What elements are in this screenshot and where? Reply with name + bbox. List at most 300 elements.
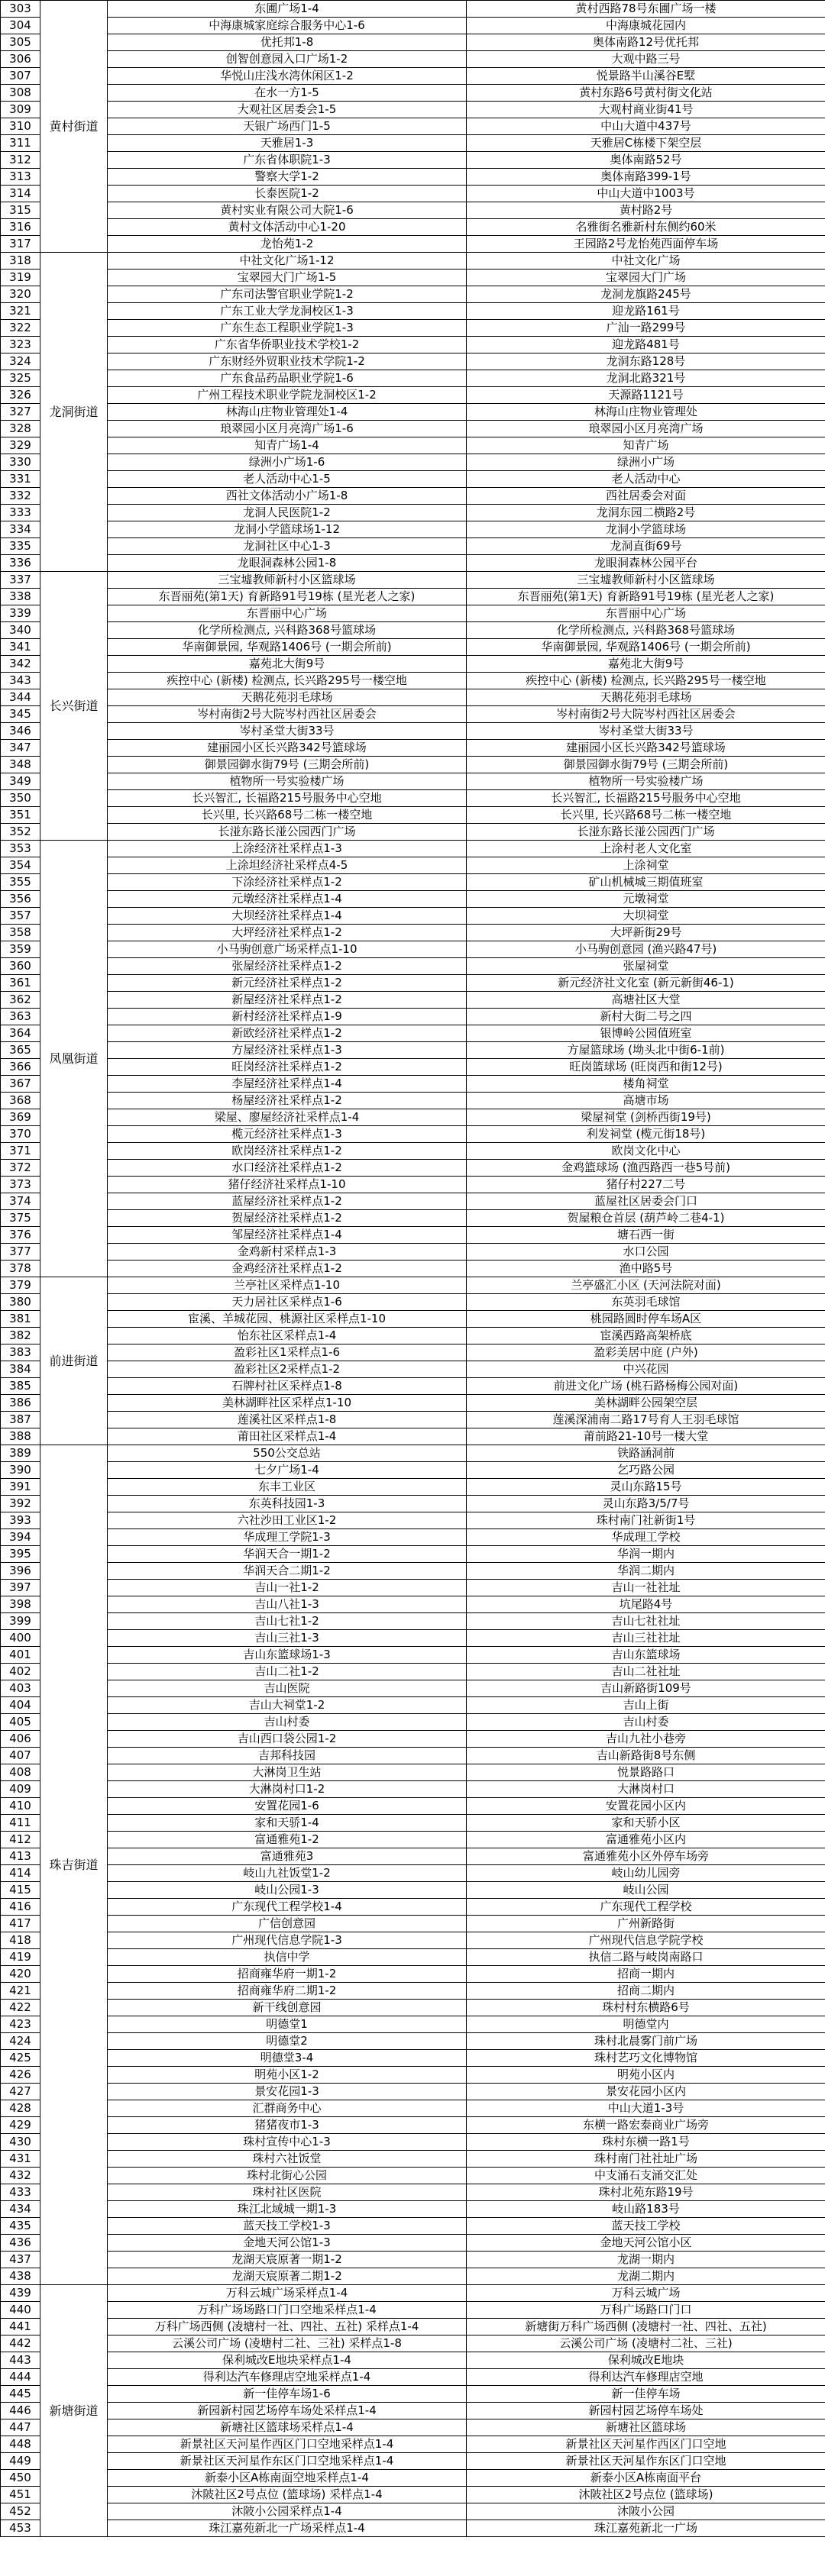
row-number: 411	[1, 1815, 40, 1832]
site-name: 中社文化广场1-12	[108, 253, 467, 270]
site-name: 沐陂社区2号点位 (篮球场) 采样点1-4	[108, 2487, 467, 2503]
site-name: 疾控中心 (新楼) 检测点, 长兴路295号一楼空地	[108, 673, 467, 689]
table-row	[1, 1227, 825, 1244]
row-number: 369	[1, 1109, 40, 1126]
row-number: 443	[1, 2352, 40, 2369]
site-address: 天雅居C栋楼下架空层	[467, 135, 825, 152]
row-number: 387	[1, 1412, 40, 1428]
table-row	[1, 740, 825, 757]
table-row	[1, 992, 825, 1009]
site-address: 东英羽毛球馆	[467, 1294, 825, 1311]
site-name: 龙怡苑1-2	[108, 236, 467, 253]
site-address: 铁路涵洞前	[467, 1445, 825, 1462]
table-row	[1, 2419, 825, 2436]
site-name: 张屋经济社采样点1-2	[108, 958, 467, 975]
site-address: 龙洞直街69号	[467, 538, 825, 555]
site-name: 华南御景园, 华观路1406号 (一期会所前)	[108, 639, 467, 656]
table-row	[1, 1361, 825, 1378]
table-row	[1, 1798, 825, 1815]
table-row	[1, 118, 825, 135]
row-number: 344	[1, 689, 40, 706]
site-address: 化学所检测点, 兴科路368号篮球场	[467, 622, 825, 639]
site-name: 长湴东路长湴公园西门广场	[108, 824, 467, 841]
site-address: 长湴东路长湴公园西门广场	[467, 824, 825, 841]
row-number: 410	[1, 1798, 40, 1815]
row-number: 401	[1, 1647, 40, 1664]
table-row	[1, 2436, 825, 2453]
site-address: 岐山幼儿园旁	[467, 1865, 825, 1882]
site-name: 招商雍华府一期1-2	[108, 1966, 467, 1983]
site-address: 猪仔村227二号	[467, 1177, 825, 1193]
row-number: 329	[1, 437, 40, 454]
site-name: 新元经济社采样点1-2	[108, 975, 467, 992]
site-name: 新一佳停车场1-6	[108, 2386, 467, 2403]
row-number: 450	[1, 2470, 40, 2487]
row-number: 318	[1, 253, 40, 270]
table-row	[1, 2369, 825, 2386]
site-address: 知青广场	[467, 437, 825, 454]
table-row	[1, 2285, 825, 2302]
table-row	[1, 605, 825, 622]
site-address: 塘石西一街	[467, 1227, 825, 1244]
table-row	[1, 505, 825, 521]
row-number: 372	[1, 1160, 40, 1177]
table-row	[1, 2252, 825, 2268]
table-row	[1, 908, 825, 925]
site-address: 吉山七社社址	[467, 1613, 825, 1630]
site-address: 大坝祠堂	[467, 908, 825, 925]
site-name: 广东省体职院1-3	[108, 152, 467, 169]
row-number: 430	[1, 2134, 40, 2151]
street-name: 黄村街道	[40, 1, 108, 253]
table-row	[1, 1680, 825, 1697]
site-name: 梁屋、廖屋经济社采样点1-4	[108, 1109, 467, 1126]
site-name: 万科广场场路口门口空地采样点1-4	[108, 2302, 467, 2319]
site-name: 保利城改E地块采样点1-4	[108, 2352, 467, 2369]
site-name: 广州现代信息学院1-3	[108, 1932, 467, 1949]
site-address: 新村大街二号之四	[467, 1009, 825, 1025]
row-number: 345	[1, 706, 40, 723]
table-row	[1, 958, 825, 975]
table-row	[1, 1882, 825, 1899]
row-number: 422	[1, 2000, 40, 2016]
site-name: 吉山二社1-2	[108, 1664, 467, 1680]
site-name: 龙眼洞森林公园1-8	[108, 555, 467, 572]
site-name: 吉山医院	[108, 1680, 467, 1697]
table-row	[1, 857, 825, 874]
row-number: 451	[1, 2487, 40, 2503]
site-name: 华成理工学院1-3	[108, 1529, 467, 1546]
row-number: 382	[1, 1328, 40, 1344]
row-number: 354	[1, 857, 40, 874]
site-address: 银博岭公园值班室	[467, 1025, 825, 1042]
site-name: 天银广场西门1-5	[108, 118, 467, 135]
site-address: 新塘社区篮球场	[467, 2419, 825, 2436]
table-row	[1, 891, 825, 908]
table-row	[1, 1647, 825, 1664]
table-row	[1, 236, 825, 253]
row-number: 376	[1, 1227, 40, 1244]
site-name: 明德堂1	[108, 2016, 467, 2033]
row-number: 322	[1, 320, 40, 337]
site-name: 龙洞小学篮球场1-12	[108, 521, 467, 538]
table-row	[1, 2336, 825, 2352]
row-number: 338	[1, 589, 40, 605]
site-name: 新园新村园艺场停车场处采样点1-4	[108, 2403, 467, 2419]
table-row	[1, 841, 825, 857]
site-address: 上涂祠堂	[467, 857, 825, 874]
site-address: 金鸡篮球场 (渔西路西一巷5号前)	[467, 1160, 825, 1177]
table-row	[1, 219, 825, 236]
row-number: 359	[1, 941, 40, 958]
site-address: 岑村南街2号大院岑村西社区居委会	[467, 706, 825, 723]
table-row	[1, 1630, 825, 1647]
site-name: 七夕广场1-4	[108, 1462, 467, 1479]
table-row	[1, 521, 825, 538]
site-address: 长兴智汇, 长福路215号服务中心空地	[467, 790, 825, 807]
row-number: 325	[1, 370, 40, 387]
site-address: 珠村艺巧文化博物馆	[467, 2050, 825, 2067]
site-name: 猪仔经济社采样点1-10	[108, 1177, 467, 1193]
table-row	[1, 723, 825, 740]
row-number: 347	[1, 740, 40, 757]
site-address: 中兴花园	[467, 1361, 825, 1378]
site-address: 绿洲小广场	[467, 454, 825, 471]
site-name: 蓝天技工学校1-3	[108, 2218, 467, 2235]
site-address: 悦景路路口	[467, 1764, 825, 1781]
site-name: 建丽园小区长兴路342号篮球场	[108, 740, 467, 757]
row-number: 416	[1, 1899, 40, 1916]
row-number: 438	[1, 2268, 40, 2285]
site-name: 珠江北域城一期1-3	[108, 2201, 467, 2218]
row-number: 334	[1, 521, 40, 538]
site-name: 广东财经外贸职业技术学院1-2	[108, 353, 467, 370]
site-name: 怡东社区采样点1-4	[108, 1328, 467, 1344]
site-address: 林海山庄物业管理处	[467, 404, 825, 421]
site-name: 岑村圣堂大街33号	[108, 723, 467, 740]
row-number: 304	[1, 18, 40, 34]
row-number: 421	[1, 1983, 40, 2000]
row-number: 351	[1, 807, 40, 824]
table-row	[1, 2151, 825, 2168]
row-number: 428	[1, 2100, 40, 2117]
table-row	[1, 1932, 825, 1949]
site-name: 东英科技园1-3	[108, 1496, 467, 1512]
site-address: 珠江嘉苑新北一广场	[467, 2520, 825, 2537]
site-name: 优托邦1-8	[108, 34, 467, 51]
row-number: 397	[1, 1580, 40, 1596]
row-number: 352	[1, 824, 40, 841]
table-row	[1, 1009, 825, 1025]
table-row	[1, 1042, 825, 1059]
table-row	[1, 1529, 825, 1546]
site-address: 王园路2号龙怡苑西面停车场	[467, 236, 825, 253]
site-name: 广东现代工程学校1-4	[108, 1899, 467, 1916]
site-address: 奥体南路52号	[467, 152, 825, 169]
row-number: 303	[1, 1, 40, 18]
site-name: 岐山公园1-3	[108, 1882, 467, 1899]
row-number: 441	[1, 2319, 40, 2336]
site-name: 广东省华侨职业技术学校1-2	[108, 337, 467, 353]
site-name: 龙洞人民医院1-2	[108, 505, 467, 521]
site-name: 黄村实业有限公司大院1-6	[108, 202, 467, 219]
site-name: 吉山东篮球场1-3	[108, 1647, 467, 1664]
row-number: 328	[1, 421, 40, 437]
row-number: 310	[1, 118, 40, 135]
site-name: 龙洞社区中心1-3	[108, 538, 467, 555]
site-name: 岑村南街2号大院岑村西社区居委会	[108, 706, 467, 723]
row-number: 448	[1, 2436, 40, 2453]
row-number: 444	[1, 2369, 40, 2386]
table-row	[1, 1596, 825, 1613]
site-address: 新景社区天河星作东区门口空地	[467, 2453, 825, 2470]
site-name: 家和天骄1-4	[108, 1815, 467, 1832]
site-address: 云溪公司广场 (凌塘村二社、三社)	[467, 2336, 825, 2352]
table-row	[1, 1328, 825, 1344]
table-row	[1, 2134, 825, 2151]
row-number: 415	[1, 1882, 40, 1899]
site-name: 宦溪、羊城花园、桃源社区采样点1-10	[108, 1311, 467, 1328]
site-name: 莲溪社区采样点1-8	[108, 1412, 467, 1428]
site-name: 水口经济社采样点1-2	[108, 1160, 467, 1177]
table-row	[1, 303, 825, 320]
site-name: 新景社区天河星作西区门口空地采样点1-4	[108, 2436, 467, 2453]
site-name: 绿洲小广场1-6	[108, 454, 467, 471]
site-address: 西社居委会对面	[467, 488, 825, 505]
table-row	[1, 1445, 825, 1462]
site-address: 东晋丽苑(第1天) 育新路91号19栋 (星光老人之家)	[467, 589, 825, 605]
site-address: 大坪新街29号	[467, 925, 825, 941]
site-name: 老人活动中心1-5	[108, 471, 467, 488]
row-number: 392	[1, 1496, 40, 1512]
street-name: 凤凰街道	[40, 841, 108, 1277]
site-name: 得利达汽车修理店空地采样点1-4	[108, 2369, 467, 2386]
site-address: 广东现代工程学校	[467, 1899, 825, 1916]
table-row	[1, 2235, 825, 2252]
site-address: 家和天骄小区	[467, 1815, 825, 1832]
row-number: 440	[1, 2302, 40, 2319]
row-number: 306	[1, 51, 40, 68]
site-name: 方屋经济社采样点1-3	[108, 1042, 467, 1059]
site-address: 乞巧路公园	[467, 1462, 825, 1479]
site-address: 安置花园小区内	[467, 1798, 825, 1815]
site-name: 广东工业大学龙洞校区1-3	[108, 303, 467, 320]
row-number: 431	[1, 2151, 40, 2168]
row-number: 437	[1, 2252, 40, 2268]
site-name: 东晋丽苑(第1天) 育新路91号19栋 (星光老人之家)	[108, 589, 467, 605]
table-row	[1, 186, 825, 202]
site-address: 招商一期内	[467, 1966, 825, 1983]
table-row	[1, 421, 825, 437]
row-number: 381	[1, 1311, 40, 1328]
site-address: 华润一期内	[467, 1546, 825, 1563]
site-address: 东横一路宏泰商业广场旁	[467, 2117, 825, 2134]
site-address: 矿山机械城三期值班室	[467, 874, 825, 891]
site-address: 珠村东横一路1号	[467, 2134, 825, 2151]
table-row	[1, 1, 825, 18]
row-number: 375	[1, 1210, 40, 1227]
site-name: 上涂坦经济社采样点4-5	[108, 857, 467, 874]
site-name: 长兴里, 长兴路68号二栋一楼空地	[108, 807, 467, 824]
site-name: 珠村社区医院	[108, 2184, 467, 2201]
site-address: 中社文化广场	[467, 253, 825, 270]
site-name: 万科广场西侧 (凌塘村一社、四社、五社) 采样点1-4	[108, 2319, 467, 2336]
site-name: 大坪经济社采样点1-2	[108, 925, 467, 941]
site-name: 吉山西口袋公园1-2	[108, 1731, 467, 1748]
site-name: 珠村六社饭堂	[108, 2151, 467, 2168]
site-name: 旺岗经济社采样点1-2	[108, 1059, 467, 1076]
site-address: 珠村村东横路6号	[467, 2000, 825, 2016]
table-row	[1, 1815, 825, 1832]
site-name: 富通雅苑3	[108, 1848, 467, 1865]
table-row	[1, 202, 825, 219]
site-address: 桃园路圆时停车场A区	[467, 1311, 825, 1328]
site-address: 老人活动中心	[467, 471, 825, 488]
street-name: 长兴街道	[40, 572, 108, 841]
site-name: 美林湖畔社区采样点1-10	[108, 1395, 467, 1412]
table-row	[1, 790, 825, 807]
row-number: 371	[1, 1143, 40, 1160]
row-number: 340	[1, 622, 40, 639]
row-number: 311	[1, 135, 40, 152]
site-name: 金地天河公馆1-3	[108, 2235, 467, 2252]
site-address: 疾控中心 (新楼) 检测点, 长兴路295号一楼空地	[467, 673, 825, 689]
site-address: 兰亭盛汇小区 (天河法院对面)	[467, 1277, 825, 1294]
site-name: 景安花园1-3	[108, 2084, 467, 2100]
site-address: 珠村南门社新街1号	[467, 1512, 825, 1529]
site-address: 贺屋粮仓首层 (葫芦岭二巷4-1)	[467, 1210, 825, 1227]
row-number: 365	[1, 1042, 40, 1059]
site-address: 中山大道中437号	[467, 118, 825, 135]
site-name: 小马驹创意广场采样点1-10	[108, 941, 467, 958]
site-name: 在水一方1-5	[108, 85, 467, 102]
table-row	[1, 2067, 825, 2084]
table-row	[1, 555, 825, 572]
row-number: 362	[1, 992, 40, 1009]
row-number: 399	[1, 1613, 40, 1630]
site-name: 岐山九社饭堂1-2	[108, 1865, 467, 1882]
site-name: 华润天合二期1-2	[108, 1563, 467, 1580]
site-name: 中海康城家庭综合服务中心1-6	[108, 18, 467, 34]
site-address: 建丽园小区长兴路342号篮球场	[467, 740, 825, 757]
table-row	[1, 1865, 825, 1882]
site-address: 天鹅花苑羽毛球场	[467, 689, 825, 706]
site-address: 嘉苑北大街9号	[467, 656, 825, 673]
table-row	[1, 1076, 825, 1093]
table-row	[1, 1832, 825, 1848]
row-number: 425	[1, 2050, 40, 2067]
site-address: 龙洞北路321号	[467, 370, 825, 387]
site-address: 广州现代信息学院学校	[467, 1932, 825, 1949]
site-address: 龙湖二期内	[467, 2268, 825, 2285]
table-row	[1, 1731, 825, 1748]
table-row	[1, 2168, 825, 2184]
site-name: 三宝墟教师新村小区篮球场	[108, 572, 467, 589]
row-number: 333	[1, 505, 40, 521]
site-name: 华润天合一期1-2	[108, 1546, 467, 1563]
site-name: 林海山庄物业管理处1-4	[108, 404, 467, 421]
site-name: 万科云城广场采样点1-4	[108, 2285, 467, 2302]
table-row	[1, 2117, 825, 2134]
table-row	[1, 1412, 825, 1428]
row-number: 417	[1, 1916, 40, 1932]
row-number: 424	[1, 2033, 40, 2050]
row-number: 309	[1, 102, 40, 118]
site-address: 元墩祠堂	[467, 891, 825, 908]
row-number: 406	[1, 1731, 40, 1748]
row-number: 407	[1, 1748, 40, 1764]
site-address: 张屋祠堂	[467, 958, 825, 975]
site-name: 华悦山庄浅水湾休闲区1-2	[108, 68, 467, 85]
site-name: 御景园御水街79号 (三期会所前)	[108, 757, 467, 773]
table-row	[1, 286, 825, 303]
site-name: 招商雍华府二期1-2	[108, 1983, 467, 2000]
site-name: 嘉苑北大街9号	[108, 656, 467, 673]
table-row	[1, 2302, 825, 2319]
table-row	[1, 2403, 825, 2419]
table-row	[1, 437, 825, 454]
row-number: 324	[1, 353, 40, 370]
site-address: 执信二路与岐岗南路口	[467, 1949, 825, 1966]
table-row	[1, 1143, 825, 1160]
table-row	[1, 488, 825, 505]
site-name: 贺屋经济社采样点1-2	[108, 1210, 467, 1227]
table-row	[1, 2453, 825, 2470]
site-address: 欧岗文化中心	[467, 1143, 825, 1160]
site-address: 中山大道中1003号	[467, 186, 825, 202]
row-number: 380	[1, 1294, 40, 1311]
site-address: 悦景路半山溪谷E墅	[467, 68, 825, 85]
row-number: 321	[1, 303, 40, 320]
row-number: 331	[1, 471, 40, 488]
site-address: 宦溪西路高架桥底	[467, 1328, 825, 1344]
site-name: 兰亭社区采样点1-10	[108, 1277, 467, 1294]
row-number: 389	[1, 1445, 40, 1462]
table-row	[1, 253, 825, 270]
table-row	[1, 1764, 825, 1781]
site-name: 东圃广场1-4	[108, 1, 467, 18]
site-name: 大坝经济社采样点1-4	[108, 908, 467, 925]
table-body	[1, 1, 825, 2537]
row-number: 452	[1, 2503, 40, 2520]
table-row	[1, 2201, 825, 2218]
table-row	[1, 1093, 825, 1109]
table-row	[1, 1748, 825, 1764]
site-address: 珠村南门社社址广场	[467, 2151, 825, 2168]
row-number: 446	[1, 2403, 40, 2419]
site-address: 吉山上街	[467, 1697, 825, 1714]
table-row	[1, 2033, 825, 2050]
site-name: 吉山一社1-2	[108, 1580, 467, 1596]
street-name: 龙洞街道	[40, 253, 108, 572]
table-row	[1, 1311, 825, 1328]
site-name: 550公交总站	[108, 1445, 467, 1462]
table-row	[1, 34, 825, 51]
site-name: 琅翠园小区月亮湾广场1-6	[108, 421, 467, 437]
site-name: 吉山七社1-2	[108, 1613, 467, 1630]
row-number: 346	[1, 723, 40, 740]
table-row	[1, 1949, 825, 1966]
site-address: 万科云城广场	[467, 2285, 825, 2302]
site-name: 警察大学1-2	[108, 169, 467, 186]
site-name: 广东食品药品职业学院1-6	[108, 370, 467, 387]
site-address: 高塘社区大堂	[467, 992, 825, 1009]
table-row	[1, 1210, 825, 1227]
site-name: 化学所检测点, 兴科路368号篮球场	[108, 622, 467, 639]
site-name: 猪猪夜市1-3	[108, 2117, 467, 2134]
site-address: 吉山一社社址	[467, 1580, 825, 1596]
site-name: 汇群商务中心	[108, 2100, 467, 2117]
